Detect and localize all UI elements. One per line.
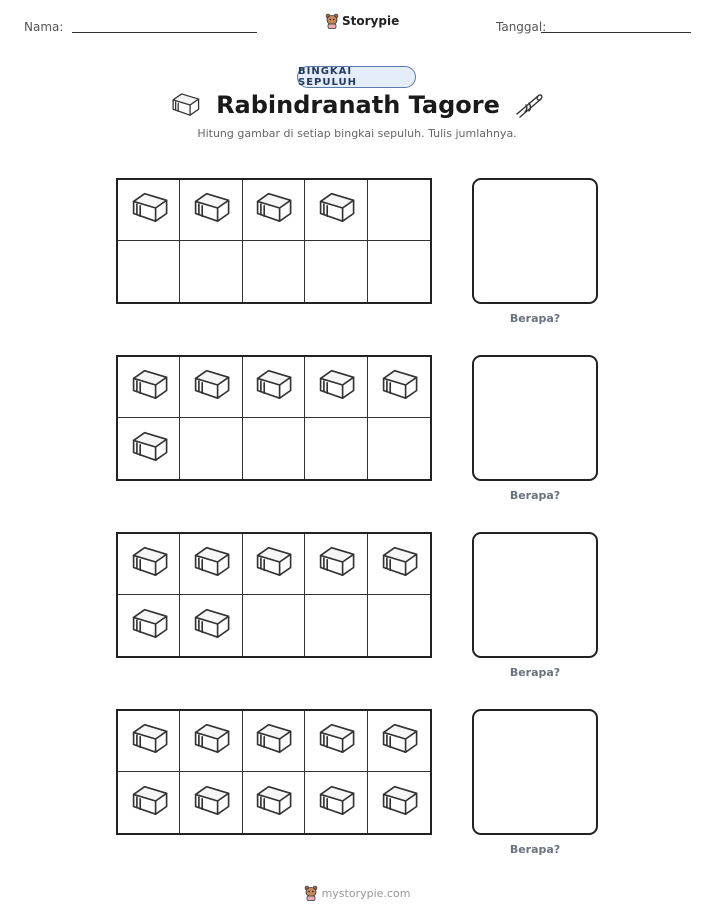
ten-frame-cell xyxy=(118,418,180,479)
book-icon xyxy=(377,367,421,407)
answer-box[interactable] xyxy=(472,355,598,481)
ten-frame-cell xyxy=(118,357,180,418)
page-title: Rabindranath Tagore xyxy=(216,91,500,119)
book-icon xyxy=(314,721,358,761)
book-icon xyxy=(127,783,171,823)
count-prompt: Berapa? xyxy=(509,666,561,679)
ten-frame-cell xyxy=(180,595,242,656)
answer-box[interactable] xyxy=(472,178,598,304)
book-icon xyxy=(189,606,233,646)
ten-frame-cell xyxy=(368,241,430,302)
date-line[interactable] xyxy=(541,32,691,33)
ten-frame-cell xyxy=(305,180,367,241)
ten-frame-cell xyxy=(180,772,242,833)
book-icon xyxy=(251,721,295,761)
book-icon xyxy=(251,783,295,823)
book-icon xyxy=(127,367,171,407)
book-icon xyxy=(127,429,171,469)
ten-frame-cell xyxy=(180,711,242,772)
book-icon xyxy=(314,190,358,230)
ten-frame-cell xyxy=(118,711,180,772)
ten-frame-cell xyxy=(243,418,305,479)
book-icon xyxy=(377,544,421,584)
book-icon xyxy=(251,544,295,584)
book-icon xyxy=(251,190,295,230)
instructions: Hitung gambar di setiap bingkai sepuluh. Tulis jumlahnya. xyxy=(197,127,517,140)
count-prompt: Berapa? xyxy=(509,843,561,856)
ten-frame-cell xyxy=(368,772,430,833)
book-icon xyxy=(189,721,233,761)
ten-frame-cell xyxy=(368,711,430,772)
ten-frame-cell xyxy=(243,357,305,418)
ten-frame-cell xyxy=(368,418,430,479)
ten-frame-cell xyxy=(118,241,180,302)
ten-frame-cell xyxy=(368,595,430,656)
footer-url: mystorypie.com xyxy=(321,886,411,900)
book-icon xyxy=(189,190,233,230)
ten-frame-cell xyxy=(180,357,242,418)
book-icon xyxy=(314,544,358,584)
ten-frame-cell xyxy=(118,534,180,595)
diploma-scroll-icon xyxy=(514,92,546,118)
ten-frame-cell xyxy=(118,180,180,241)
ten-frame-cell xyxy=(368,357,430,418)
name-label: Nama: xyxy=(24,20,64,34)
book-icon xyxy=(189,544,233,584)
ten-frame-cell xyxy=(305,534,367,595)
ten-frame-cell xyxy=(305,418,367,479)
answer-box[interactable] xyxy=(472,709,598,835)
ten-frame-cell xyxy=(180,180,242,241)
book-icon xyxy=(251,367,295,407)
footer xyxy=(0,885,714,901)
ten-frame-cell xyxy=(243,180,305,241)
brand-logo xyxy=(325,13,399,29)
book-icon xyxy=(377,721,421,761)
ten-frame-cell xyxy=(305,595,367,656)
ten-frame-cell xyxy=(243,772,305,833)
ten-frame xyxy=(116,178,432,304)
ten-frame-cell xyxy=(180,534,242,595)
ten-frame-cell xyxy=(243,241,305,302)
book-icon xyxy=(168,92,202,118)
brand-name: Storypie xyxy=(342,14,400,28)
book-icon xyxy=(127,721,171,761)
ten-frame-cell xyxy=(243,534,305,595)
ten-frame xyxy=(116,709,432,835)
book-icon xyxy=(314,783,358,823)
worksheet-badge xyxy=(297,66,416,88)
count-prompt: Berapa? xyxy=(509,489,561,502)
book-icon xyxy=(127,606,171,646)
date-label: Tanggal: xyxy=(496,20,547,34)
book-icon xyxy=(189,367,233,407)
ten-frame xyxy=(116,532,432,658)
ten-frame-cell xyxy=(180,418,242,479)
ten-frame-cell xyxy=(305,711,367,772)
storypie-mascot-icon xyxy=(325,13,339,29)
count-prompt: Berapa? xyxy=(509,312,561,325)
ten-frame-cell xyxy=(305,772,367,833)
book-icon xyxy=(189,783,233,823)
name-line[interactable] xyxy=(72,32,257,33)
ten-frame-cell xyxy=(368,180,430,241)
ten-frame xyxy=(116,355,432,481)
ten-frame-cell xyxy=(118,772,180,833)
book-icon xyxy=(314,367,358,407)
ten-frame-cell xyxy=(118,595,180,656)
ten-frame-cell xyxy=(180,241,242,302)
answer-box[interactable] xyxy=(472,532,598,658)
ten-frame-cell xyxy=(368,534,430,595)
ten-frame-cell xyxy=(305,357,367,418)
book-icon xyxy=(127,544,171,584)
ten-frame-cell xyxy=(243,595,305,656)
book-icon xyxy=(127,190,171,230)
ten-frame-cell xyxy=(243,711,305,772)
title-row xyxy=(0,91,714,119)
book-icon xyxy=(377,783,421,823)
storypie-mascot-icon xyxy=(304,885,318,901)
ten-frame-cell xyxy=(305,241,367,302)
badge-text: BINGKAI SEPULUH xyxy=(298,66,357,88)
